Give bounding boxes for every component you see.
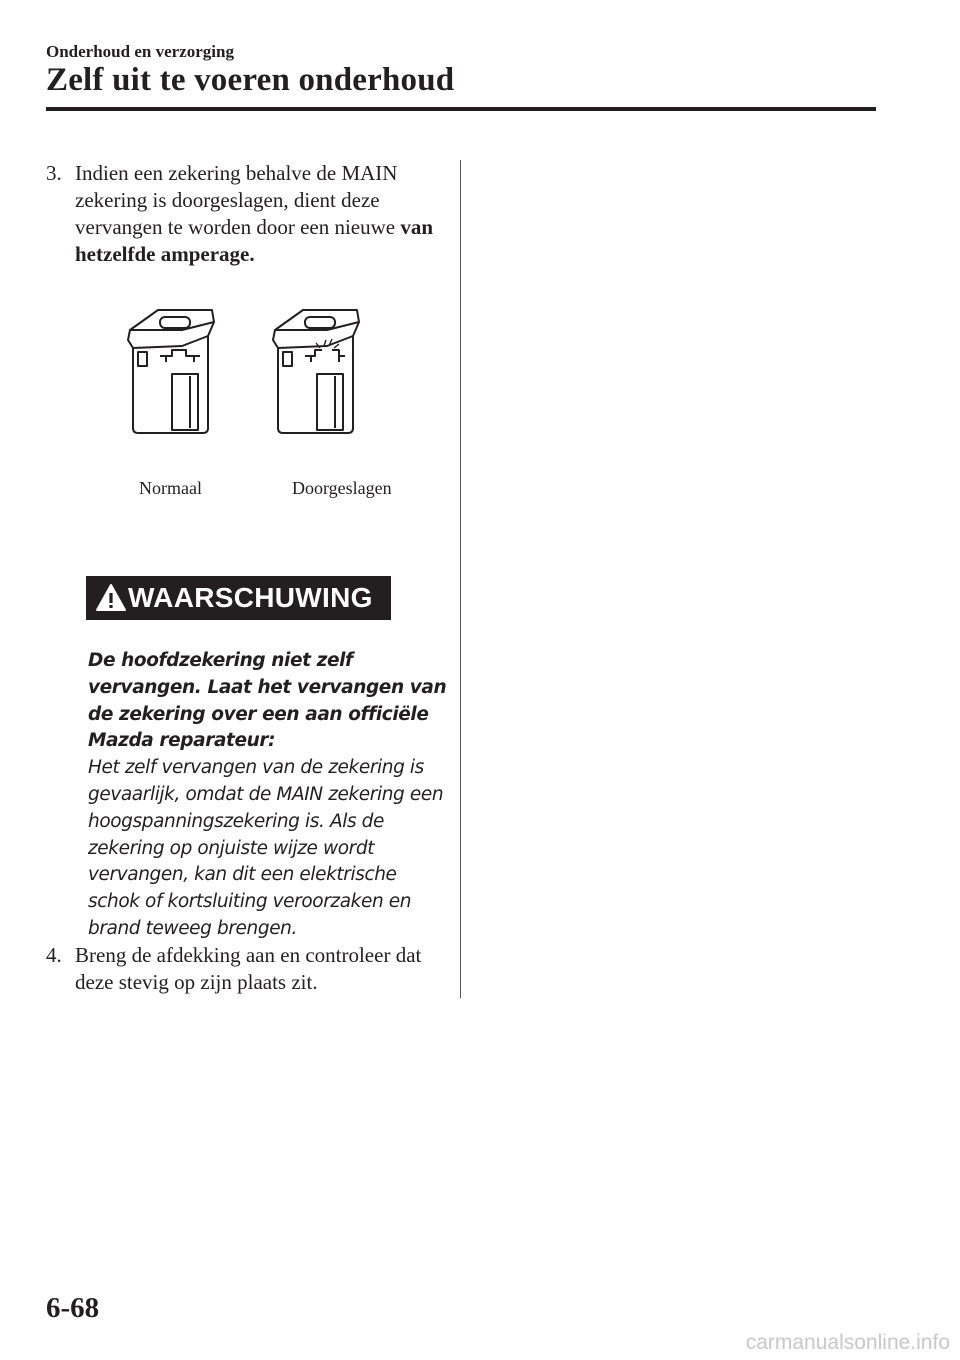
page-number: 6-68 bbox=[46, 1292, 100, 1324]
header-rule bbox=[46, 107, 876, 111]
normal-fuse-icon bbox=[128, 310, 214, 433]
section-label: Onderhoud en verzorging bbox=[46, 42, 234, 61]
step-number: 3. bbox=[46, 161, 62, 185]
blown-fuse-icon bbox=[273, 310, 359, 433]
blown-label: Doorgeslagen bbox=[292, 478, 392, 498]
step-4 bbox=[46, 942, 446, 996]
warning-banner bbox=[86, 576, 391, 620]
warning-body bbox=[88, 648, 448, 943]
step-text: Indien een zekering behalve de MAIN zekering is doorgeslagen, dient deze vervangen te worden door een nieuwe van hetzelfde amperage. bbox=[75, 161, 434, 266]
column-divider bbox=[460, 160, 461, 998]
fuse-illustration bbox=[120, 300, 420, 500]
fuse-figure bbox=[120, 300, 420, 500]
chapter-title: Zelf uit te voeren onderhoud bbox=[46, 62, 455, 98]
warning-label: WAARSCHUWING bbox=[128, 582, 373, 613]
warning-triangle-icon bbox=[95, 583, 127, 613]
warning-bold-text: De hoofdzekering niet zelf vervangen. Laat het vervangen van de zekering over een aan officiële Mazda reparateur: bbox=[88, 650, 447, 752]
warning-text: Het zelf vervangen van de zekering is gevaarlijk, omdat de MAIN zekering een hoogspanningszekering is. Als de zekering op onjuiste wijze wordt vervangen, kan dit een elektrische schok of kortsluiting veroorzaken en brand teweeg brengen. bbox=[88, 757, 444, 939]
watermark: carmanualsonline.info bbox=[745, 1331, 950, 1354]
step-text: Breng de afdekking aan en controleer dat deze stevig op zijn plaats zit. bbox=[75, 943, 422, 994]
normal-label: Normaal bbox=[139, 478, 202, 498]
step-3 bbox=[46, 160, 446, 268]
step-bold-text: van hetzelfde amperage. bbox=[75, 215, 434, 266]
step-number: 4. bbox=[46, 943, 62, 967]
